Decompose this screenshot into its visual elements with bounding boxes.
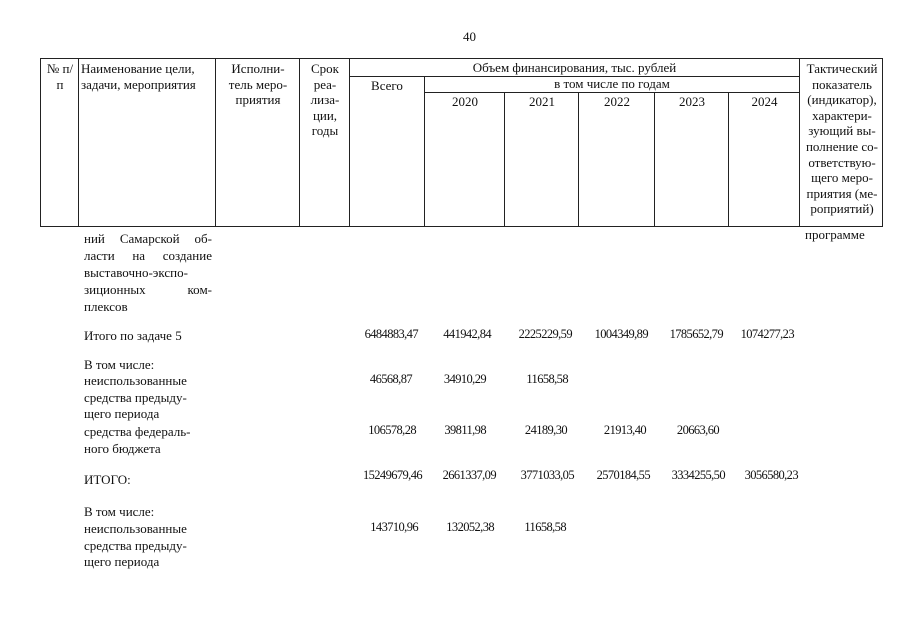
grand-total-unused-2020: 132052,38 xyxy=(446,520,494,534)
task5-unused-2020: 34910,29 xyxy=(443,372,486,386)
label-line: средства предыду- xyxy=(84,389,187,405)
continuation-indicator: программе xyxy=(805,227,865,242)
task5-total-2024: 1074277,23 xyxy=(740,327,794,341)
grand-total-2021: 3771033,05 xyxy=(520,468,574,482)
grand-total-including-label: В том числе: xyxy=(84,504,155,519)
header-total: Всего xyxy=(371,78,403,93)
header-col-executor: Исполни- тель меро- приятия xyxy=(228,61,288,107)
task5-federal-2020: 39811,98 xyxy=(444,423,486,437)
continuation-line: плексов xyxy=(84,299,128,314)
task5-total-2020: 441942,84 xyxy=(443,327,491,341)
header-indicator: Тактический показатель (индикатор), характери- зующий вы- полнение со- ответствую- щего меро- приятия (ме- роприятий) xyxy=(805,61,879,217)
header-col-term: Срок реа- лиза- ции, годы xyxy=(310,61,340,138)
page-number: 40 xyxy=(463,29,476,44)
label-line: ного бюджета xyxy=(84,440,161,456)
task5-total-2023: 1785652,79 xyxy=(669,327,723,341)
task5-total-2022: 1004349,89 xyxy=(594,327,648,341)
task5-total-2021: 2225229,59 xyxy=(518,327,572,341)
grand-total-2022: 2570184,55 xyxy=(596,468,650,482)
label-line: неиспользованные xyxy=(84,521,187,536)
header-year-2021: 2021 xyxy=(529,94,555,109)
task5-including-label: В том числе: xyxy=(84,357,155,372)
label-line: неиспользованные xyxy=(84,373,187,388)
continuation-line: ласти на создание xyxy=(84,248,212,263)
task5-federal-2022: 21913,40 xyxy=(603,423,646,437)
grand-total-unused-all: 143710,96 xyxy=(370,520,418,534)
header-col-number: № п/п xyxy=(46,61,74,92)
grand-total-label: ИТОГО: xyxy=(84,472,131,487)
grand-total-all: 15249679,46 xyxy=(362,468,422,482)
task5-total-label: Итого по задаче 5 xyxy=(84,328,182,343)
header-year-2022: 2022 xyxy=(604,94,630,109)
continuation-line: ний Самарской об- xyxy=(84,231,212,246)
continuation-line: зиционных ком- xyxy=(84,282,212,297)
header-by-years: в том числе по годам xyxy=(554,76,670,91)
grand-total-2020: 2661337,09 xyxy=(442,468,496,482)
continuation-name xyxy=(84,230,212,315)
grand-total-2023: 3334255,50 xyxy=(671,468,725,482)
task5-federal-2023: 20663,60 xyxy=(676,423,719,437)
task5-unused-label xyxy=(84,373,187,423)
task5-federal-2021: 24189,30 xyxy=(524,423,567,437)
task5-federal-all: 106578,28 xyxy=(368,423,416,437)
grand-total-unused-2021: 11658,58 xyxy=(524,520,566,534)
header-funding-title: Объем финансирования, тыс. рублей xyxy=(472,60,677,75)
label-line: щего периода xyxy=(84,554,160,569)
header-year-2023: 2023 xyxy=(679,94,705,109)
task5-unused-all: 46568,87 xyxy=(369,372,412,386)
task5-total-all: 6484883,47 xyxy=(364,327,418,341)
task5-unused-2021: 11658,58 xyxy=(526,372,568,386)
continuation-line: выставочно-экспо- xyxy=(84,265,188,280)
label-line: средства федераль- xyxy=(84,424,191,439)
header-year-2020: 2020 xyxy=(452,94,478,109)
grand-total-unused-label xyxy=(84,521,187,571)
task5-federal-label xyxy=(84,424,190,457)
label-line: средства предыду- xyxy=(84,537,187,553)
label-line: щего периода xyxy=(84,406,160,421)
header-col-name: Наименование цели, задачи, мероприятия xyxy=(81,61,196,92)
grand-total-2024: 3056580,23 xyxy=(744,468,798,482)
header-year-2024: 2024 xyxy=(751,94,778,109)
